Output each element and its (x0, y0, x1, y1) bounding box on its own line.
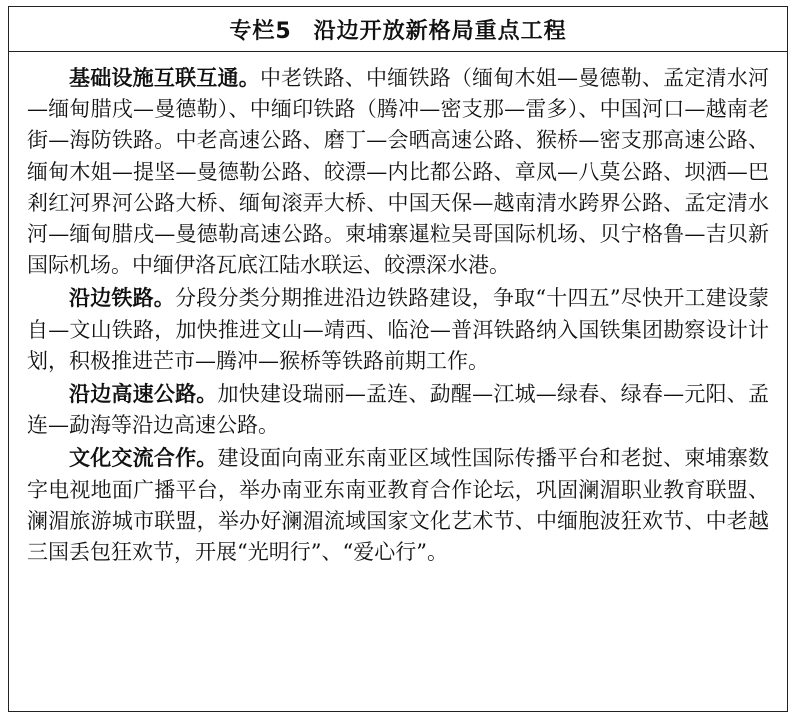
paragraph-body: 中老铁路、中缅铁路（缅甸木姐—曼德勒、孟定清水河—缅甸腊戌—曼德勒）、中缅印铁路（腾冲—密支那—雷多）、中国河口—越南老街—海防铁路。中老高速公路、磨丁—会晒高速公路、猴桥—密支那高速公路、缅甸木姐—提坚—曼德勒公路、皎漂—内比都公路、章凤—八莫公路、坝洒—巴剎红河界河公路大桥、缅甸滚弄大桥、中国天保—越南清水跨界公路、孟定清水河—缅甸腊戌—曼德勒高速公路。柬埔寨暹粒吴哥国际机场、贝宁格鲁—吉贝新国际机场。中缅伊洛瓦底江陆水联运、皎漂深水港。 (27, 66, 769, 278)
paragraph-border-highway (27, 379, 769, 441)
paragraph-infrastructure (27, 63, 769, 281)
paragraph-heading: 文化交流合作。 (69, 446, 218, 471)
paragraph-cultural-exchange (27, 443, 769, 568)
paragraph-border-railway (27, 283, 769, 377)
paragraph-heading: 基础设施互联互通。 (69, 66, 260, 90)
column-title-text: 沿边开放新格局重点工程 (313, 18, 567, 44)
paragraph-body: 分段分类分期推进沿边铁路建设，争取“十四五”尽快开工建设蒙自—文山铁路，加快推进文山—靖西、临沧—普洱铁路纳入国铁集团勘察设计计划，积极推进芒市—腾冲—猴桥等铁路前期工作。 (27, 286, 769, 373)
paragraph-body: 建设面向南亚东南亚区域性国际传播平台和老挝、柬埔寨数字电视地面广播平台，举办南亚东南亚教育合作论坛，巩固澜湄职业教育联盟、澜湄旅游城市联盟，举办好澜湄流域国家文化艺术节、中缅胞波狂欢节、中老越三国丢包狂欢节，开展“光明行”、“爱心行”。 (27, 446, 769, 565)
column-box (8, 6, 788, 712)
paragraph-heading: 沿边高速公路。 (69, 382, 218, 407)
column-title (229, 14, 566, 45)
paragraph-heading: 沿边铁路。 (69, 286, 175, 311)
column-label: 专栏5 (229, 18, 292, 44)
column-title-bar (9, 7, 787, 52)
column-content (27, 63, 769, 570)
paragraph-body: 加快建设瑞丽—孟连、勐醒—江城—绿春、绿春—元阳、孟连—勐海等沿边高速公路。 (27, 382, 769, 438)
